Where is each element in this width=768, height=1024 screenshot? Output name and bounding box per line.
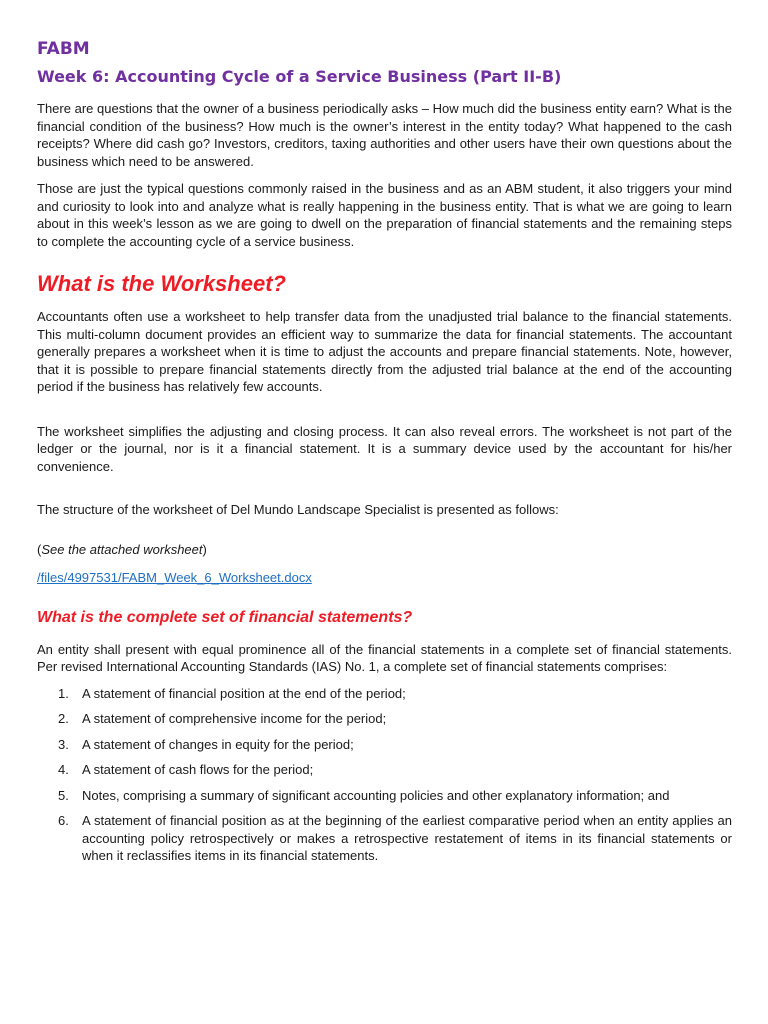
- financial-statements-paragraph: An entity shall present with equal prominence all of the financial statements in a complete set of financial statements. Per revised International Accounting Standards (IAS) No. 1, a complete set of financial statements comprises:: [37, 641, 732, 674]
- intro-paragraph-2: Those are just the typical questions commonly raised in the business and as an ABM student, it also triggers your mind and curiosity to look into and analyze what is really happening in the business entity. That is what we are going to learn about in this week’s lesson as we are going to dwell on the preparation of financial statements and the remaining steps to complete the accounting cycle of a service business.: [37, 181, 732, 249]
- attached-worksheet-text: See the attached worksheet: [41, 541, 203, 557]
- list-item-number: 1.: [58, 685, 69, 701]
- attached-worksheet-note: [37, 541, 732, 559]
- worksheet-file-link[interactable]: /files/4997531/FABM_Week_6_Worksheet.docx: [37, 570, 312, 585]
- list-item-text: A statement of comprehensive income for the period;: [82, 711, 387, 726]
- list-item-text: A statement of financial position as at the beginning of the earliest comparative period when an entity applies an accounting policy retrospectively or makes a retrospective restatement of items in its financial statements or when it reclassifies items in its financial statements.: [82, 813, 732, 863]
- list-item: [37, 787, 732, 805]
- paren-close: ): [202, 541, 207, 557]
- worksheet-paragraph-1: Accountants often use a worksheet to help transfer data from the unadjusted trial balance to the financial statements. This multi-column document provides an efficient way to summarize the data for financial statements. The accountant generally prepares a worksheet when it is time to adjust the accounts and prepare financial statements. Note, however, that it is possible to prepare financial statements directly from the adjusted trial balance at the end of the accounting period if the business has relatively few accounts.: [37, 309, 732, 394]
- intro-paragraph-1: There are questions that the owner of a business periodically asks – How much did the business entity earn? What is the financial condition of the business? How much is the owner’s interest in the entity today? What happened to the cash receipts? Where did cash go? Investors, creditors, taxing authorities and other users have their own questions about the business which need to be answered.: [37, 101, 732, 169]
- financial-statements-list: [37, 685, 732, 865]
- list-item-number: 3.: [58, 736, 69, 752]
- course-title: FABM: [37, 39, 90, 59]
- document-page: [37, 38, 732, 873]
- list-item: [37, 685, 732, 703]
- list-item-number: 6.: [58, 813, 69, 828]
- list-item: [37, 812, 732, 865]
- list-item-number: 4.: [58, 762, 69, 777]
- list-item-number: 2.: [58, 711, 69, 726]
- week-title: Week 6: Accounting Cycle of a Service Business (Part II-B): [37, 67, 562, 86]
- list-item: [37, 736, 732, 754]
- list-item-text: Notes, comprising a summary of significant accounting policies and other explanatory information; and: [82, 787, 670, 803]
- worksheet-paragraph-3: The structure of the worksheet of Del Mundo Landscape Specialist is presented as follows:: [37, 502, 559, 517]
- list-item-text: A statement of changes in equity for the period;: [82, 736, 354, 752]
- list-item-text: A statement of financial position at the end of the period;: [82, 685, 406, 701]
- worksheet-paragraph-2: The worksheet simplifies the adjusting and closing process. It can also reveal errors. The worksheet is not part of the ledger or the journal, nor is it a financial statement. It is a summary device used by the accountant for his/her convenience.: [37, 423, 732, 474]
- list-item: [37, 761, 732, 779]
- paren-open: (: [37, 541, 42, 557]
- list-item: [37, 710, 732, 728]
- financial-statements-heading: What is the complete set of financial statements?: [37, 608, 413, 626]
- file-link-line: [37, 569, 732, 587]
- list-item-number: 5.: [58, 787, 69, 803]
- worksheet-heading: What is the Worksheet?: [37, 271, 286, 296]
- list-item-text: A statement of cash flows for the period;: [82, 762, 314, 777]
